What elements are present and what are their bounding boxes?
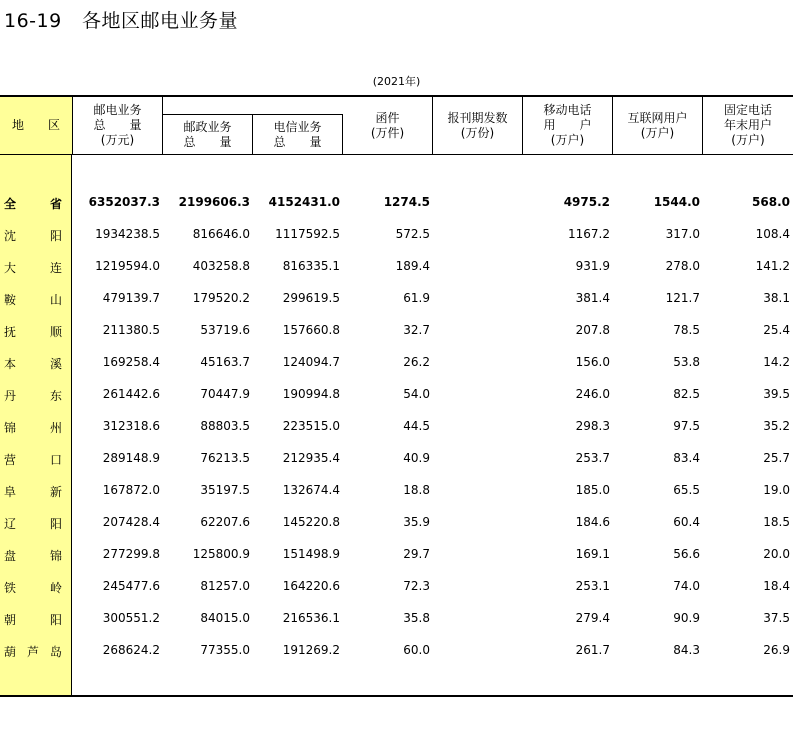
cell-telecom: 216536.1 (282, 611, 340, 625)
cell-telecom: 223515.0 (282, 419, 340, 433)
cell-telecom: 164220.6 (282, 579, 340, 593)
cell-internet: 97.5 (673, 419, 700, 433)
cell-total: 211380.5 (102, 323, 160, 337)
cell-mobile: 279.4 (575, 611, 610, 625)
cell-postal: 62207.6 (200, 515, 250, 529)
cell-fixed: 20.0 (763, 547, 790, 561)
cell-total: 167872.0 (102, 483, 160, 497)
cell-telecom: 190994.8 (282, 387, 340, 401)
region-char: 溪 (49, 357, 62, 371)
cell-fixed: 37.5 (763, 611, 790, 625)
cell-fixed: 35.2 (763, 419, 790, 433)
cell-fixed: 14.2 (763, 355, 790, 369)
table-row-total (0, 187, 793, 219)
header-total: 邮电业务 总 量 (万元) (73, 97, 163, 154)
region-char: 营 (4, 453, 17, 467)
cell-telecom: 212935.4 (282, 451, 340, 465)
cell-telecom: 124094.7 (282, 355, 340, 369)
region-char: 顺 (49, 325, 62, 339)
table-row (0, 443, 793, 475)
table-row (0, 603, 793, 635)
row-region (4, 643, 62, 660)
cell-total: 479139.7 (102, 291, 160, 305)
row-region (4, 259, 62, 276)
cell-postal: 53719.6 (200, 323, 250, 337)
cell-total: 6352037.3 (88, 195, 160, 209)
row-region (4, 419, 62, 436)
table-title: 各地区邮电业务量 (82, 10, 239, 32)
cell-telecom: 145220.8 (282, 515, 340, 529)
region-char: 大 (4, 261, 17, 275)
cell-parcels: 44.5 (403, 419, 430, 433)
cell-mobile: 156.0 (575, 355, 610, 369)
header-mobile: 移动电话 用 户 (万户) (523, 97, 613, 154)
cell-fixed: 108.4 (755, 227, 790, 241)
region-char: 阳 (49, 517, 62, 531)
cell-parcels: 26.2 (403, 355, 430, 369)
header-postal: 邮政业务 总 量 (163, 114, 253, 154)
region-char: 辽 (4, 517, 17, 531)
cell-parcels: 54.0 (403, 387, 430, 401)
cell-parcels: 572.5 (395, 227, 430, 241)
cell-fixed: 568.0 (752, 195, 790, 209)
table-row (0, 539, 793, 571)
cell-total: 300551.2 (102, 611, 160, 625)
region-char: 口 (49, 453, 62, 467)
header-telecom: 电信业务 总 量 (253, 114, 343, 154)
cell-mobile: 253.7 (575, 451, 610, 465)
row-region (4, 387, 62, 404)
region-char: 阳 (49, 613, 62, 627)
table-header (0, 97, 793, 154)
table-row (0, 379, 793, 411)
region-char: 沈 (4, 229, 17, 243)
cell-mobile: 185.0 (575, 483, 610, 497)
cell-fixed: 18.5 (763, 515, 790, 529)
cell-mobile: 207.8 (575, 323, 610, 337)
cell-mobile: 253.1 (575, 579, 610, 593)
cell-internet: 53.8 (673, 355, 700, 369)
region-char: 岭 (49, 581, 62, 595)
region-char: 锦 (49, 549, 62, 563)
cell-total: 207428.4 (102, 515, 160, 529)
cell-mobile: 184.6 (575, 515, 610, 529)
cell-parcels: 61.9 (403, 291, 430, 305)
cell-internet: 278.0 (665, 259, 700, 273)
region-char: 全 (4, 197, 17, 211)
cell-fixed: 39.5 (763, 387, 790, 401)
cell-telecom: 191269.2 (282, 643, 340, 657)
cell-total: 1219594.0 (95, 259, 160, 273)
cell-parcels: 72.3 (403, 579, 430, 593)
table-bottom-rule (0, 695, 793, 697)
region-char: 芦 (26, 645, 39, 659)
cell-telecom: 4152431.0 (268, 195, 340, 209)
cell-mobile: 298.3 (575, 419, 610, 433)
cell-postal: 77355.0 (200, 643, 250, 657)
region-char: 本 (4, 357, 17, 371)
cell-mobile: 931.9 (575, 259, 610, 273)
table-row (0, 475, 793, 507)
cell-fixed: 26.9 (763, 643, 790, 657)
cell-parcels: 35.9 (403, 515, 430, 529)
cell-total: 312318.6 (102, 419, 160, 433)
cell-total: 245477.6 (102, 579, 160, 593)
region-char: 丹 (4, 389, 17, 403)
region-char: 连 (49, 261, 62, 275)
cell-postal: 35197.5 (200, 483, 250, 497)
region-char: 州 (49, 421, 62, 435)
cell-total: 268624.2 (102, 643, 160, 657)
cell-total: 169258.4 (102, 355, 160, 369)
cell-telecom: 157660.8 (282, 323, 340, 337)
table-row (0, 219, 793, 251)
cell-parcels: 32.7 (403, 323, 430, 337)
cell-telecom: 132674.4 (282, 483, 340, 497)
header-region: 地 区 (0, 97, 73, 154)
cell-postal: 403258.8 (192, 259, 250, 273)
region-char: 阳 (49, 229, 62, 243)
cell-telecom: 1117592.5 (275, 227, 340, 241)
table-number: 16-19 (4, 10, 62, 32)
cell-postal: 2199606.3 (178, 195, 250, 209)
cell-total: 277299.8 (102, 547, 160, 561)
region-char: 抚 (4, 325, 17, 339)
table-row (0, 507, 793, 539)
region-char: 岛 (49, 645, 62, 659)
header-fixed: 固定电话 年末用户 (万户) (723, 103, 772, 147)
cell-fixed: 18.4 (763, 579, 790, 593)
region-char: 朝 (4, 613, 17, 627)
cell-postal: 816646.0 (192, 227, 250, 241)
cell-fixed: 141.2 (755, 259, 790, 273)
cell-internet: 317.0 (665, 227, 700, 241)
year-note: (2021年) (372, 75, 421, 88)
row-region (4, 547, 62, 564)
cell-telecom: 151498.9 (282, 547, 340, 561)
row-region (4, 291, 62, 308)
region-char: 阜 (4, 485, 17, 499)
table-row (0, 411, 793, 443)
cell-internet: 74.0 (673, 579, 700, 593)
cell-mobile: 246.0 (575, 387, 610, 401)
cell-postal: 70447.9 (200, 387, 250, 401)
cell-total: 1934238.5 (95, 227, 160, 241)
cell-postal: 125800.9 (192, 547, 250, 561)
row-region (4, 323, 62, 340)
cell-internet: 90.9 (673, 611, 700, 625)
row-region (4, 451, 62, 468)
cell-mobile: 1167.2 (568, 227, 610, 241)
cell-mobile: 381.4 (575, 291, 610, 305)
cell-total: 289148.9 (102, 451, 160, 465)
cell-postal: 45163.7 (200, 355, 250, 369)
row-region (4, 483, 62, 500)
region-char: 锦 (4, 421, 17, 435)
table-row (0, 571, 793, 603)
cell-internet: 121.7 (665, 291, 700, 305)
cell-internet: 78.5 (673, 323, 700, 337)
cell-mobile: 261.7 (575, 643, 610, 657)
region-char: 山 (49, 293, 62, 307)
cell-internet: 1544.0 (653, 195, 700, 209)
cell-postal: 76213.5 (200, 451, 250, 465)
cell-parcels: 35.8 (403, 611, 430, 625)
cell-internet: 65.5 (673, 483, 700, 497)
cell-postal: 88803.5 (200, 419, 250, 433)
cell-parcels: 189.4 (395, 259, 430, 273)
cell-telecom: 299619.5 (282, 291, 340, 305)
row-region (4, 611, 62, 628)
row-region (4, 579, 62, 596)
cell-telecom: 816335.1 (282, 259, 340, 273)
cell-fixed: 25.4 (763, 323, 790, 337)
cell-parcels: 18.8 (403, 483, 430, 497)
header-parcels: 函件 (万件) (343, 97, 433, 154)
cell-mobile: 4975.2 (563, 195, 610, 209)
row-region (4, 515, 62, 532)
row-region (4, 195, 62, 212)
cell-internet: 83.4 (673, 451, 700, 465)
region-char: 鞍 (4, 293, 17, 307)
table-row (0, 347, 793, 379)
page-title (4, 6, 238, 33)
header-internet: 互联网用户 (万户) (613, 97, 703, 154)
region-char: 葫 (4, 645, 17, 659)
table-row (0, 283, 793, 315)
cell-postal: 84015.0 (200, 611, 250, 625)
header-bottom-rule (0, 154, 793, 155)
cell-postal: 81257.0 (200, 579, 250, 593)
cell-internet: 82.5 (673, 387, 700, 401)
cell-postal: 179520.2 (192, 291, 250, 305)
cell-fixed: 25.7 (763, 451, 790, 465)
table-row (0, 251, 793, 283)
row-region (4, 227, 62, 244)
region-char: 铁 (4, 581, 17, 595)
cell-fixed: 19.0 (763, 483, 790, 497)
cell-parcels: 1274.5 (383, 195, 430, 209)
cell-fixed: 38.1 (763, 291, 790, 305)
cell-mobile: 169.1 (575, 547, 610, 561)
cell-parcels: 40.9 (403, 451, 430, 465)
region-char: 省 (49, 197, 62, 211)
table-row (0, 315, 793, 347)
table-row (0, 635, 793, 667)
cell-internet: 56.6 (673, 547, 700, 561)
region-char: 东 (49, 389, 62, 403)
header-periodicals: 报刊期发数 (万份) (433, 97, 523, 154)
region-char: 盘 (4, 549, 17, 563)
cell-parcels: 29.7 (403, 547, 430, 561)
cell-internet: 60.4 (673, 515, 700, 529)
cell-total: 261442.6 (102, 387, 160, 401)
region-char: 新 (49, 485, 62, 499)
cell-internet: 84.3 (673, 643, 700, 657)
row-region (4, 355, 62, 372)
cell-parcels: 60.0 (403, 643, 430, 657)
